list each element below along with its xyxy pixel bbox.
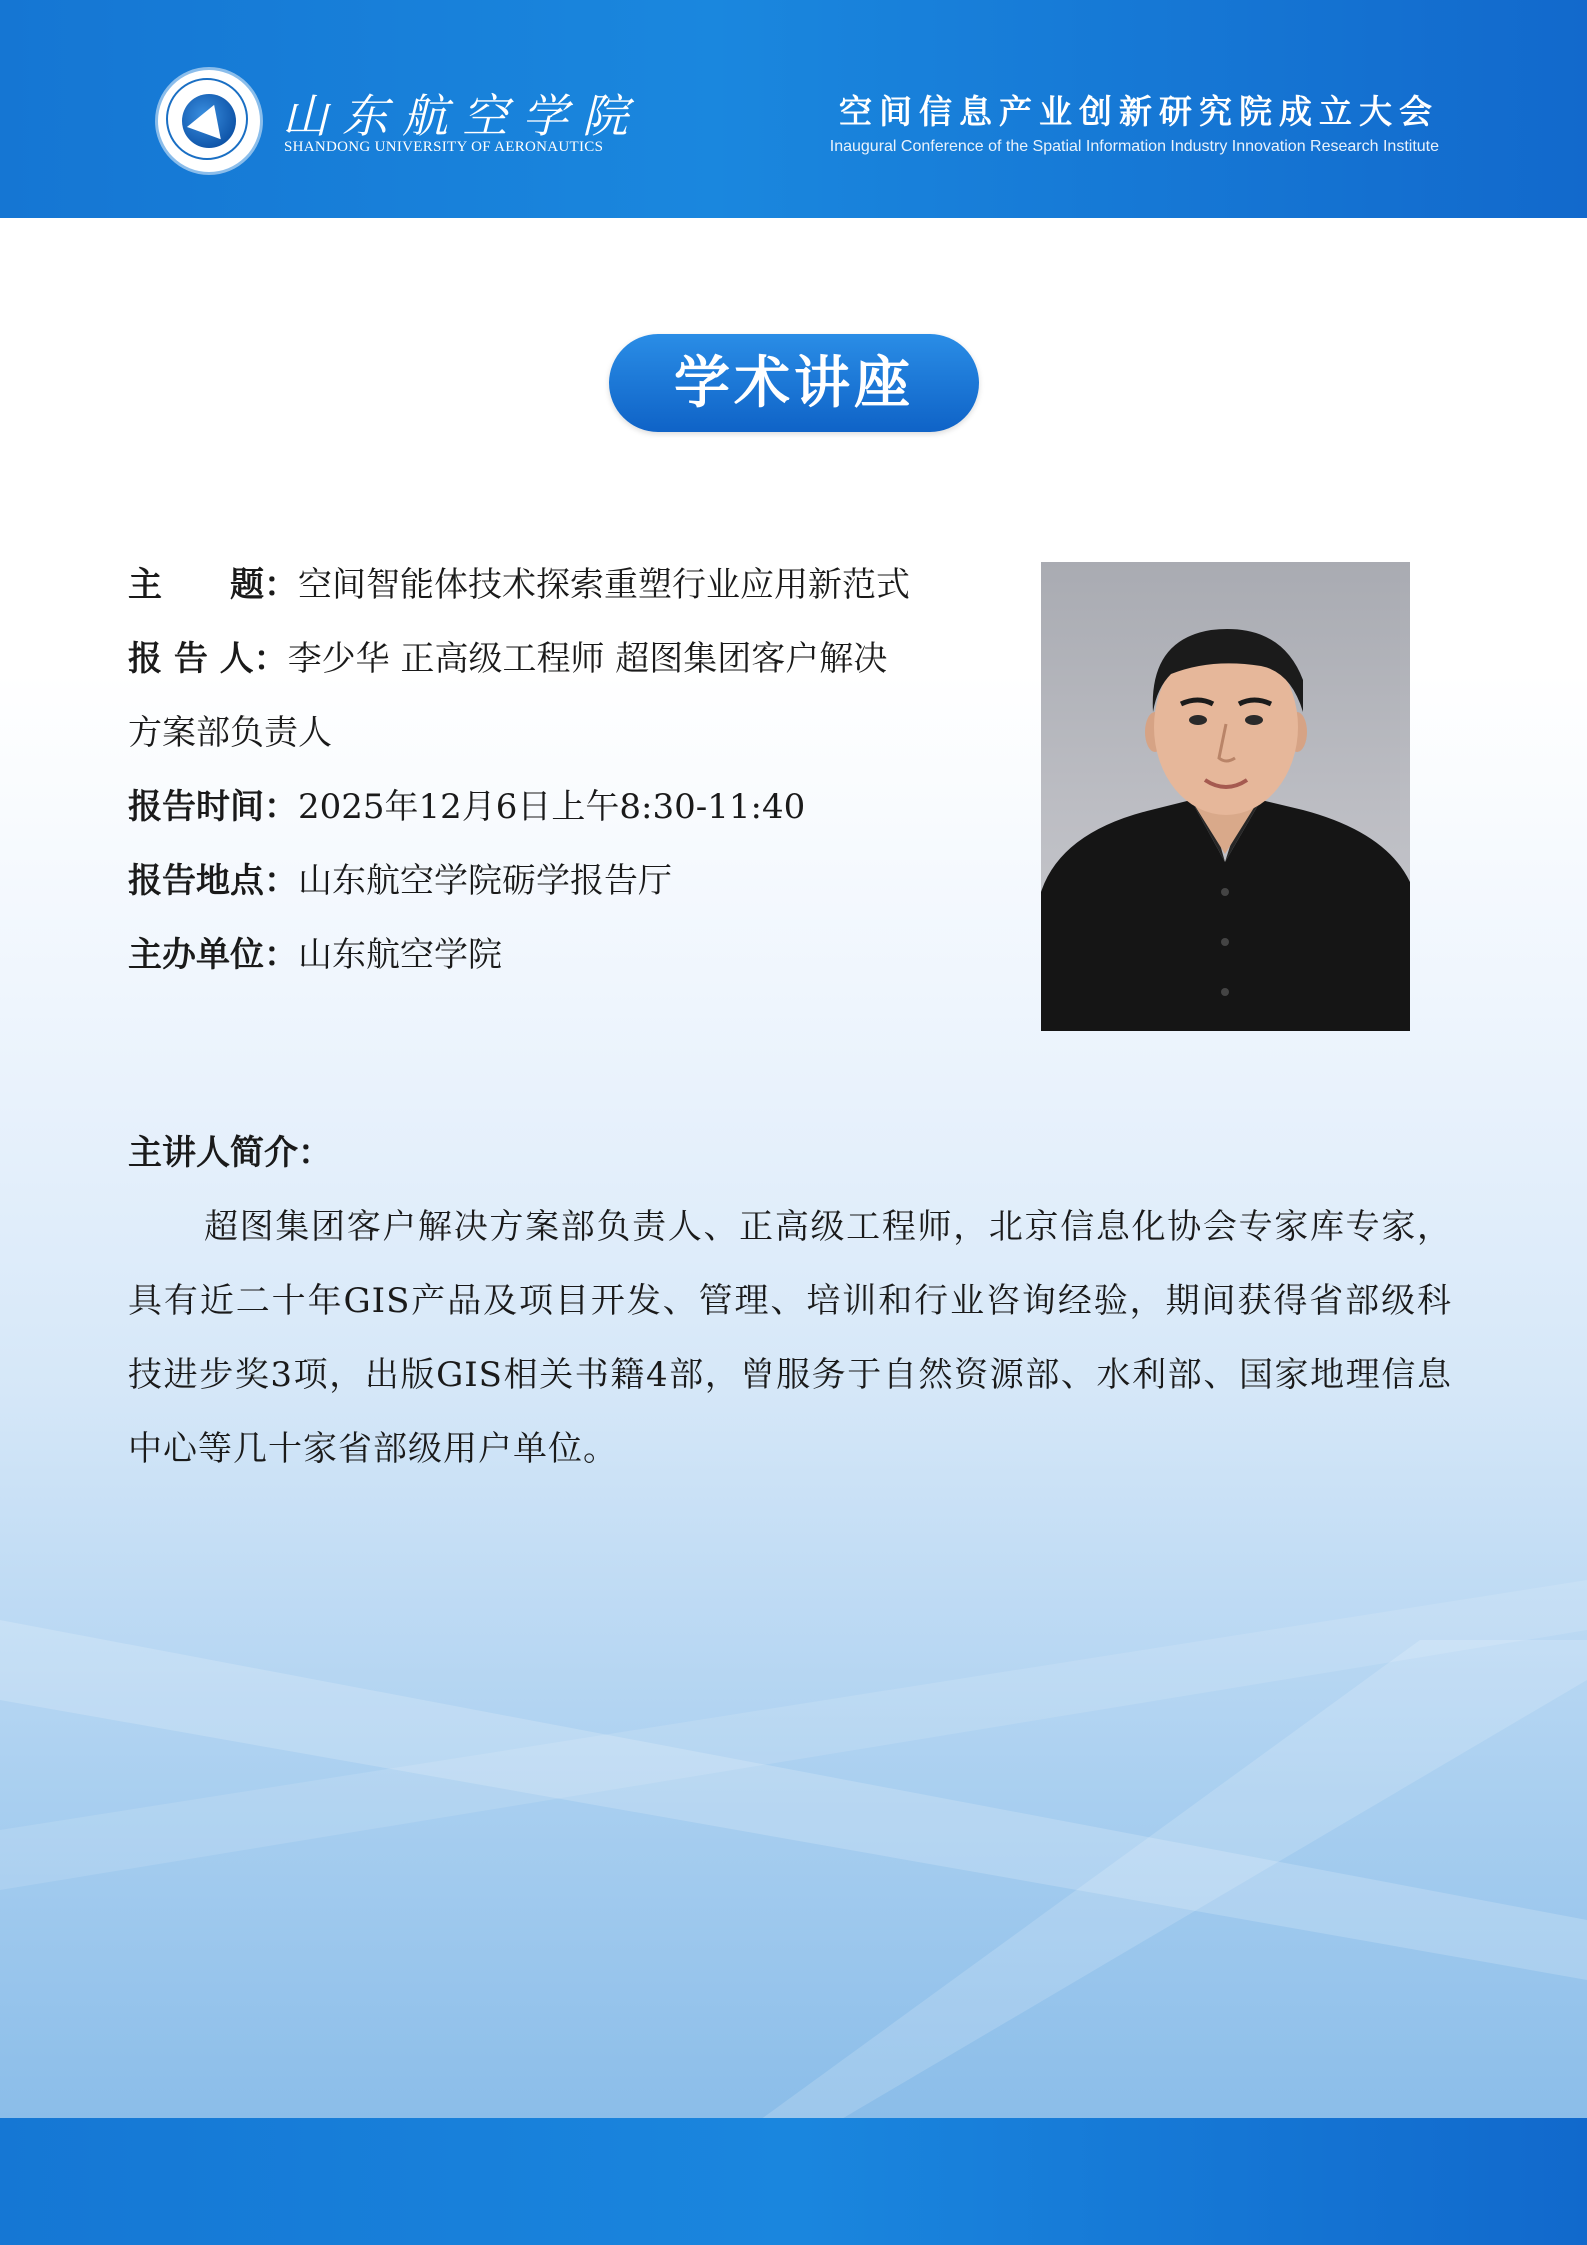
speaker-row	[128, 622, 988, 696]
speaker-value: 李少华 正高级工程师 超图集团客户解决	[287, 639, 888, 679]
school-name-en: SHANDONG UNIVERSITY OF AERONAUTICS	[284, 139, 604, 155]
time-label: 报告时间：	[128, 787, 298, 827]
topic-row	[128, 548, 988, 622]
conference-title-en: Inaugural Conference of the Spatial Information Industry Innovation Research Institute	[829, 138, 1439, 155]
time-value: 2025年12月6日上午8:30-11:40	[298, 787, 806, 827]
topic-label: 主 题：	[128, 565, 298, 605]
school-name-cn: 山东航空学院	[282, 89, 642, 143]
location-label: 报告地点：	[128, 861, 298, 901]
lecture-details	[128, 548, 988, 992]
location-row	[128, 844, 988, 918]
academic-lecture-badge: 学术讲座	[609, 334, 979, 432]
header-banner	[0, 0, 1587, 218]
speaker-portrait-drawing	[1041, 562, 1410, 1031]
time-row	[128, 770, 988, 844]
organizer-row	[128, 918, 988, 992]
speaker-label: 报 告 人：	[128, 639, 288, 679]
topic-value: 空间智能体技术探索重塑行业应用新范式	[298, 565, 910, 605]
conference-title-cn: 空间信息产业创新研究院成立大会	[839, 92, 1439, 131]
footer-banner	[0, 2118, 1587, 2245]
speaker-intro-body: 超图集团客户解决方案部负责人、正高级工程师，北京信息化协会专家库专家，具有近二十年GIS产品及项目开发、管理、培训和行业咨询经验，期间获得省部级科技进步奖3项，出版GIS相关书籍4部，曾服务于自然资源部、水利部、国家地理信息中心等几十家省部级用户单位。	[128, 1207, 1452, 1469]
speaker-portrait	[1041, 562, 1410, 1031]
background-sweep-shapes	[0, 1500, 1587, 2120]
speaker-intro-title: 主讲人简介：	[128, 1133, 332, 1173]
university-seal-icon	[158, 70, 260, 172]
speaker-row-continued	[128, 696, 988, 770]
background-decoration	[0, 1500, 1587, 2120]
speaker-value-continued: 方案部负责人	[128, 713, 332, 753]
organizer-label: 主办单位：	[128, 935, 298, 975]
organizer-value: 山东航空学院	[298, 935, 502, 975]
location-value: 山东航空学院砺学报告厅	[298, 861, 672, 901]
